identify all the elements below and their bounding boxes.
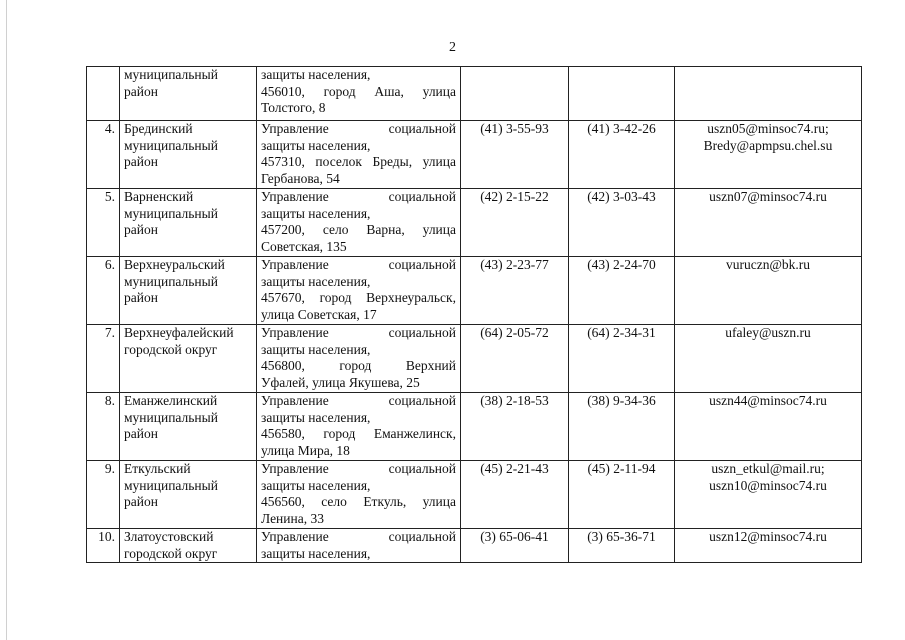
email-address: vuruczn@bk.ru	[725, 257, 811, 272]
phone-number: (45) 2-21-43	[480, 461, 549, 476]
address-line: защиты населения,	[261, 67, 371, 82]
district-name-line: район	[124, 290, 158, 306]
table-row	[87, 461, 862, 529]
district-name-cell	[120, 325, 257, 393]
phone-cell	[461, 325, 569, 393]
email-address: uszn05@minsoc74.ru;	[707, 121, 829, 136]
fax-cell	[569, 67, 675, 121]
phone-cell	[461, 461, 569, 529]
phone-number: (3) 65-06-41	[480, 529, 549, 544]
district-name-line: муниципальный	[124, 273, 218, 289]
address-line: Уфалей, улица Якушева, 25	[261, 374, 420, 390]
district-name-line: городской округ	[124, 545, 218, 561]
address-line: Управление социальной	[261, 393, 456, 408]
email-cell	[675, 257, 862, 325]
phone-number: (42) 2-15-22	[480, 189, 549, 204]
row-number-cell	[87, 529, 120, 563]
fax-number: (45) 2-11-94	[587, 461, 656, 476]
fax-cell	[569, 325, 675, 393]
email-address: Bredy@apmpsu.chel.su	[703, 137, 833, 153]
email-address: uszn_etkul@mail.ru;	[711, 461, 825, 476]
address-line: 456010, город Аша, улица	[261, 83, 456, 99]
address-cell	[257, 529, 461, 563]
fax-number: (38) 9-34-36	[587, 393, 656, 408]
district-name-line: Еманжелинский	[124, 393, 218, 408]
phone-cell	[461, 121, 569, 189]
phone-cell	[461, 67, 569, 121]
table-row	[87, 257, 862, 325]
address-cell	[257, 461, 461, 529]
email-address: uszn12@minsoc74.ru	[709, 529, 827, 544]
fax-cell	[569, 257, 675, 325]
table-row	[87, 189, 862, 257]
phone-number: (43) 2-23-77	[480, 257, 549, 272]
district-name-line: муниципальный	[124, 205, 218, 221]
row-number: 4.	[104, 121, 115, 136]
row-number: 7.	[104, 325, 115, 340]
address-line: защиты населения,	[261, 341, 371, 357]
address-cell	[257, 257, 461, 325]
address-line: защиты населения,	[261, 477, 371, 493]
address-line: защиты населения,	[261, 545, 371, 561]
address-line: Управление социальной	[261, 529, 456, 544]
district-name-line: Варненский	[124, 189, 194, 204]
address-line: Управление социальной	[261, 189, 456, 204]
email-address: ufaley@uszn.ru	[725, 325, 811, 340]
address-line: Управление социальной	[261, 121, 456, 136]
district-name-line: муниципальный	[124, 477, 218, 493]
fax-number: (42) 3-03-43	[587, 189, 656, 204]
district-name-line: район	[124, 222, 158, 238]
address-line: Управление социальной	[261, 461, 456, 476]
address-line: Толстого, 8	[261, 100, 326, 116]
district-name-line: район	[124, 426, 158, 442]
district-name-line: Верхнеуфалейский	[124, 325, 234, 340]
contacts-table-body	[87, 67, 862, 563]
email-cell	[675, 189, 862, 257]
fax-number: (64) 2-34-31	[587, 325, 656, 340]
address-cell	[257, 67, 461, 121]
row-number-cell	[87, 257, 120, 325]
row-number-cell	[87, 393, 120, 461]
phone-cell	[461, 257, 569, 325]
email-cell	[675, 529, 862, 563]
row-number-cell	[87, 121, 120, 189]
fax-number: (3) 65-36-71	[587, 529, 656, 544]
address-line: Советская, 135	[261, 238, 347, 254]
row-number-cell	[87, 67, 120, 121]
district-name-line: Верхнеуральский	[124, 257, 225, 272]
phone-number: (41) 3-55-93	[480, 121, 549, 136]
address-line: защиты населения,	[261, 273, 371, 289]
address-line: Гербанова, 54	[261, 170, 340, 186]
row-number: 10.	[98, 529, 115, 544]
address-cell	[257, 393, 461, 461]
email-cell	[675, 393, 862, 461]
address-line: 456800, город Верхний	[261, 358, 456, 374]
district-name-cell	[120, 393, 257, 461]
table-row	[87, 529, 862, 563]
address-line: 456580, город Еманжелинск,	[261, 426, 456, 442]
district-name-line: район	[124, 494, 158, 510]
address-line: 457310, поселок Бреды, улица	[261, 154, 456, 170]
table-row	[87, 325, 862, 393]
fax-number: (43) 2-24-70	[587, 257, 656, 272]
address-cell	[257, 189, 461, 257]
district-name-line: муниципальный	[124, 409, 218, 425]
address-line: защиты населения,	[261, 205, 371, 221]
address-line: 457670, город Верхнеуральск,	[261, 290, 456, 306]
page-number: 2	[449, 40, 456, 55]
address-cell	[257, 121, 461, 189]
email-cell	[675, 121, 862, 189]
row-number-cell	[87, 325, 120, 393]
contacts-table	[86, 66, 862, 563]
email-address: uszn44@minsoc74.ru	[709, 393, 827, 408]
row-number: 5.	[104, 189, 115, 204]
email-cell	[675, 461, 862, 529]
district-name-cell	[120, 121, 257, 189]
phone-cell	[461, 393, 569, 461]
row-number-cell	[87, 461, 120, 529]
phone-number: (64) 2-05-72	[480, 325, 549, 340]
district-name-line: муниципальный	[124, 67, 218, 82]
address-cell	[257, 325, 461, 393]
district-name-cell	[120, 461, 257, 529]
district-name-line: Брединский	[124, 121, 193, 136]
row-number-cell	[87, 189, 120, 257]
row-number: 8.	[104, 393, 115, 408]
district-name-line: муниципальный	[124, 137, 218, 153]
address-line: Управление социальной	[261, 325, 456, 340]
fax-cell	[569, 529, 675, 563]
district-name-line: район	[124, 154, 158, 170]
email-address: uszn07@minsoc74.ru	[709, 189, 827, 204]
district-name-cell	[120, 529, 257, 563]
address-line: 457200, село Варна, улица	[261, 222, 456, 238]
address-line: защиты населения,	[261, 137, 371, 153]
district-name-line: район	[124, 83, 158, 99]
address-line: улица Советская, 17	[261, 306, 377, 322]
address-line: улица Мира, 18	[261, 442, 350, 458]
district-name-cell	[120, 257, 257, 325]
address-line: защиты населения,	[261, 409, 371, 425]
address-line: Ленина, 33	[261, 510, 324, 526]
table-row	[87, 67, 862, 121]
district-name-line: Златоустовский	[124, 529, 214, 544]
district-name-line: городской округ	[124, 341, 218, 357]
table-row	[87, 393, 862, 461]
row-number: 6.	[104, 257, 115, 272]
phone-cell	[461, 529, 569, 563]
fax-cell	[569, 461, 675, 529]
phone-cell	[461, 189, 569, 257]
page-left-edge	[6, 0, 7, 640]
email-cell	[675, 325, 862, 393]
email-address: uszn10@minsoc74.ru	[709, 477, 827, 493]
fax-cell	[569, 393, 675, 461]
table-row	[87, 121, 862, 189]
fax-cell	[569, 121, 675, 189]
fax-number: (41) 3-42-26	[587, 121, 656, 136]
address-line: Управление социальной	[261, 257, 456, 272]
row-number: 9.	[104, 461, 115, 476]
district-name-cell	[120, 67, 257, 121]
fax-cell	[569, 189, 675, 257]
address-line: 456560, село Еткуль, улица	[261, 494, 456, 510]
phone-number: (38) 2-18-53	[480, 393, 549, 408]
district-name-cell	[120, 189, 257, 257]
district-name-line: Еткульский	[124, 461, 191, 476]
email-cell	[675, 67, 862, 121]
